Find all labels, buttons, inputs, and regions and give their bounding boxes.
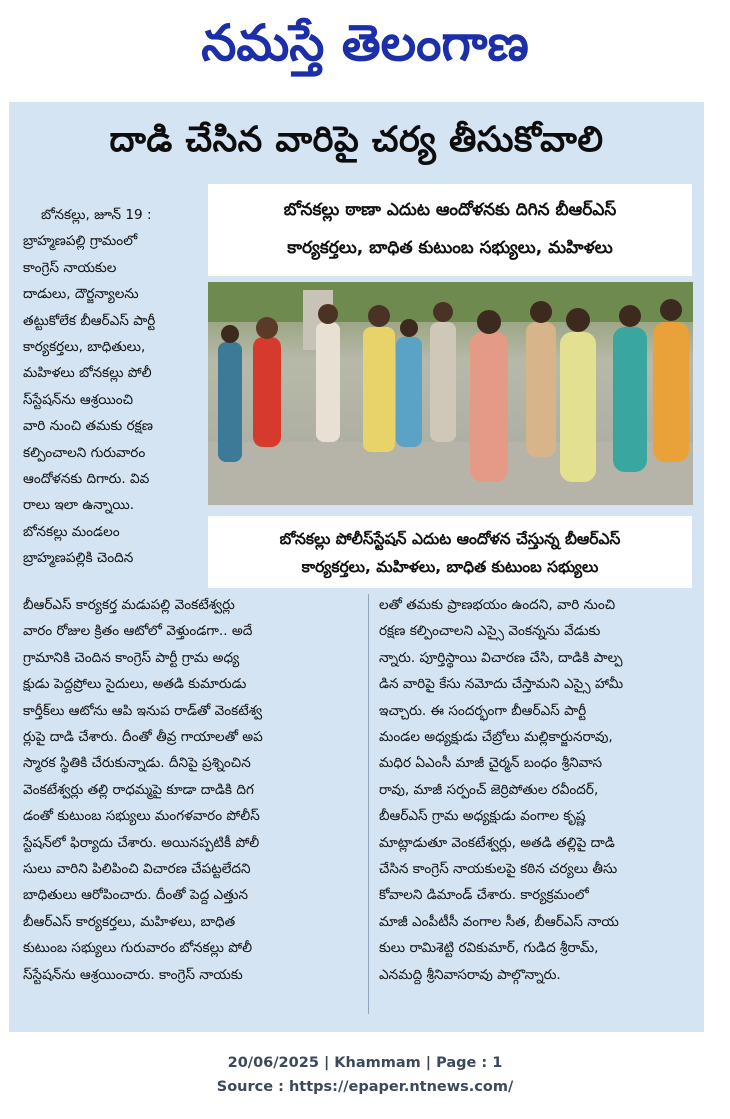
- text-line: కల్పించాలని గురువారం: [23, 444, 146, 461]
- article-panel: [9, 102, 704, 1032]
- footer-source: Source : https://epaper.ntnews.com/: [216, 1079, 514, 1095]
- text-line: బీఆర్ఎస్ కార్యకర్త మడుపల్లి వెంకటేశ్వర్లు: [23, 597, 235, 613]
- photo-caption-box: [208, 516, 692, 588]
- text-line: రావు, మాజీ సర్పంచ్ జెర్రిపోతుల రవీందర్,: [379, 781, 599, 798]
- text-line: వారం రోజుల క్రితం ఆటోలో వెళ్తుండగా.. అదే: [23, 623, 253, 640]
- article-column-bottom-left: [23, 592, 363, 988]
- text-line: బ్రాహ్మణపల్లికి చెందిన: [23, 550, 134, 567]
- protest-photo-illustration: [208, 282, 693, 505]
- subheading-box: [208, 184, 692, 276]
- masthead-logo: [155, 2, 575, 80]
- text-line: కాంగ్రెస్ నాయకుల: [23, 259, 117, 276]
- photo-caption-line: బోనకల్లు పోలీస్‌స్టేషన్ ఎదుట ఆందోళన చేస్తున్న బీఆర్ఎస్: [279, 530, 621, 548]
- text-line: కోవాలని డిమాండ్ చేశారు. కార్యక్రమంలో: [379, 887, 589, 904]
- masthead: [0, 2, 730, 82]
- text-line: కులు రామిశెట్టి రవికుమార్, గుడిద శ్రీరామ్,: [379, 940, 599, 957]
- subheading-line: బోనకల్లు ఠాణా ఎదుట ఆందోళనకు దిగిన బీఆర్ఎస్: [283, 200, 617, 220]
- text-line: బీఆర్ఎస్ కార్యకర్తలు, మహిళలు, బాధిత: [23, 913, 236, 930]
- text-line: మహిళలు బోనకల్లు పోలీ: [23, 365, 152, 382]
- text-line: కార్యకర్తలు, బాధితులు,: [23, 339, 146, 356]
- masthead-title: నమస్తే తెలంగాణ: [201, 14, 529, 72]
- text-line: వారి నుంచి తమకు రక్షణ: [23, 418, 153, 435]
- text-line: డంతో కుటుంబ సభ్యులు మంగళవారం పోలీస్: [23, 808, 260, 825]
- text-line: లతో తమకు ప్రాణభయం ఉందని, వారి నుంచి: [379, 597, 616, 613]
- text-line: మధిర ఏఎంసీ మాజీ చైర్మన్ బంధం శ్రీనివాస: [379, 755, 603, 772]
- text-line: వెంకటేశ్వర్లు తల్లి రాధమ్మపై కూడా దాడికి దిగ: [23, 781, 254, 798]
- text-line: స్టేషన్‌లో ఫిర్యాదు చేశారు. అయినప్పటికీ పోలీ: [23, 834, 260, 851]
- text-line: న్నారు. పూర్తిస్థాయి విచారణ చేసి, దాడికి పాల్ప: [379, 649, 623, 666]
- column-divider: [368, 594, 369, 1014]
- text-line: స్‌స్టేషన్‌ను ఆశ్రయించి: [23, 391, 133, 408]
- text-line: మాజీ ఎంపీటీసీ వంగాల సీత, బీఆర్ఎస్ నాయ: [379, 913, 619, 930]
- text-line: కుటుంబ సభ్యులు గురువారం బోనకల్లు పోలీ: [23, 940, 253, 957]
- text-line: తట్టుకోలేక బీఆర్ఎస్ పార్టీ: [23, 312, 156, 329]
- text-line: కార్తీక్‌లు ఆటోను ఆపి ఇనుప రాడ్‌తో వెంకటేశ్వ: [23, 702, 263, 719]
- text-line: బీఆర్ఎస్ గ్రామ అధ్యక్షుడు వంగాల కృష్ణ: [379, 808, 586, 825]
- article-headline: దాడి చేసిన వారిపై చర్య తీసుకోవాలి: [109, 120, 604, 160]
- text-line: క్షుడు పెద్దప్రోలు సైదులు, అతడి కుమారుడు: [23, 676, 247, 693]
- footer-edition-info: 20/06/2025 | Khammam | Page : 1: [227, 1055, 503, 1071]
- text-line: ఎనమద్ది శ్రీనివాసరావు పాల్గొన్నారు.: [379, 966, 561, 983]
- news-photo: [208, 282, 693, 505]
- text-line: డిన వారిపై కేసు నమోదు చేస్తామని ఎస్సై హామీ: [379, 676, 624, 693]
- article-column-top-left: [23, 202, 209, 572]
- text-line: ర్లుపై దాడి చేశారు. దీంతో తీవ్ర గాయాలతో అప: [23, 729, 263, 746]
- text-line: దాడులు, దౌర్జన్యాలను: [23, 286, 139, 303]
- text-line: బాధితులు ఆరోపించారు. దీంతో పెద్ద ఎత్తున: [23, 887, 248, 904]
- text-line: బ్రాహ్మణపల్లి గ్రామంలో: [23, 233, 138, 250]
- text-line: మండల అధ్యక్షుడు చేబ్రోలు మల్లికార్జునరావు,: [379, 729, 613, 746]
- text-line: స్‌స్టేషన్‌ను ఆశ్రయించారు. కాంగ్రెస్ నాయకు: [23, 966, 243, 983]
- photo-caption-line: కార్యకర్తలు, మహిళలు, బాధిత కుటుంబ సభ్యులు: [301, 558, 599, 576]
- text-line: బోనకల్లు మండలం: [23, 523, 120, 540]
- text-line: ఇచ్చారు. ఈ సందర్భంగా బీఆర్ఎస్ పార్టీ: [379, 702, 587, 719]
- text-line: ఆందోళనకు దిగారు. వివ: [23, 471, 150, 488]
- text-line: రక్షణ కల్పించాలని ఎస్సై వెంకన్నను వేడుకు: [379, 623, 601, 640]
- text-line: చేసిన కాంగ్రెస్ నాయకులపై కఠిన చర్యలు తీసు: [379, 861, 618, 878]
- article-column-bottom-right: [379, 592, 691, 988]
- text-line: గ్రామానికి చెందిన కాంగ్రెస్ పార్టీ గ్రామ అధ్య: [23, 649, 240, 666]
- text-line: స్మారక స్థితికి చేరుకున్నాడు. దీనిపై ప్రశ్నించిన: [23, 755, 251, 772]
- text-line: రాలు ఇలా ఉన్నాయి.: [23, 497, 135, 514]
- text-line: సులు వారిని పిలిపించి విచారణ చేపట్టలేదని: [23, 861, 251, 878]
- subheading-line: కార్యకర్తలు, బాధిత కుటుంబ సభ్యులు, మహిళలు: [287, 238, 613, 258]
- text-line: మాట్లాడుతూ వెంకటేశ్వర్లు, అతడి తల్లిపై దాడి: [379, 834, 615, 851]
- dateline: బోనకల్లు, జూన్ 19 :: [41, 207, 152, 223]
